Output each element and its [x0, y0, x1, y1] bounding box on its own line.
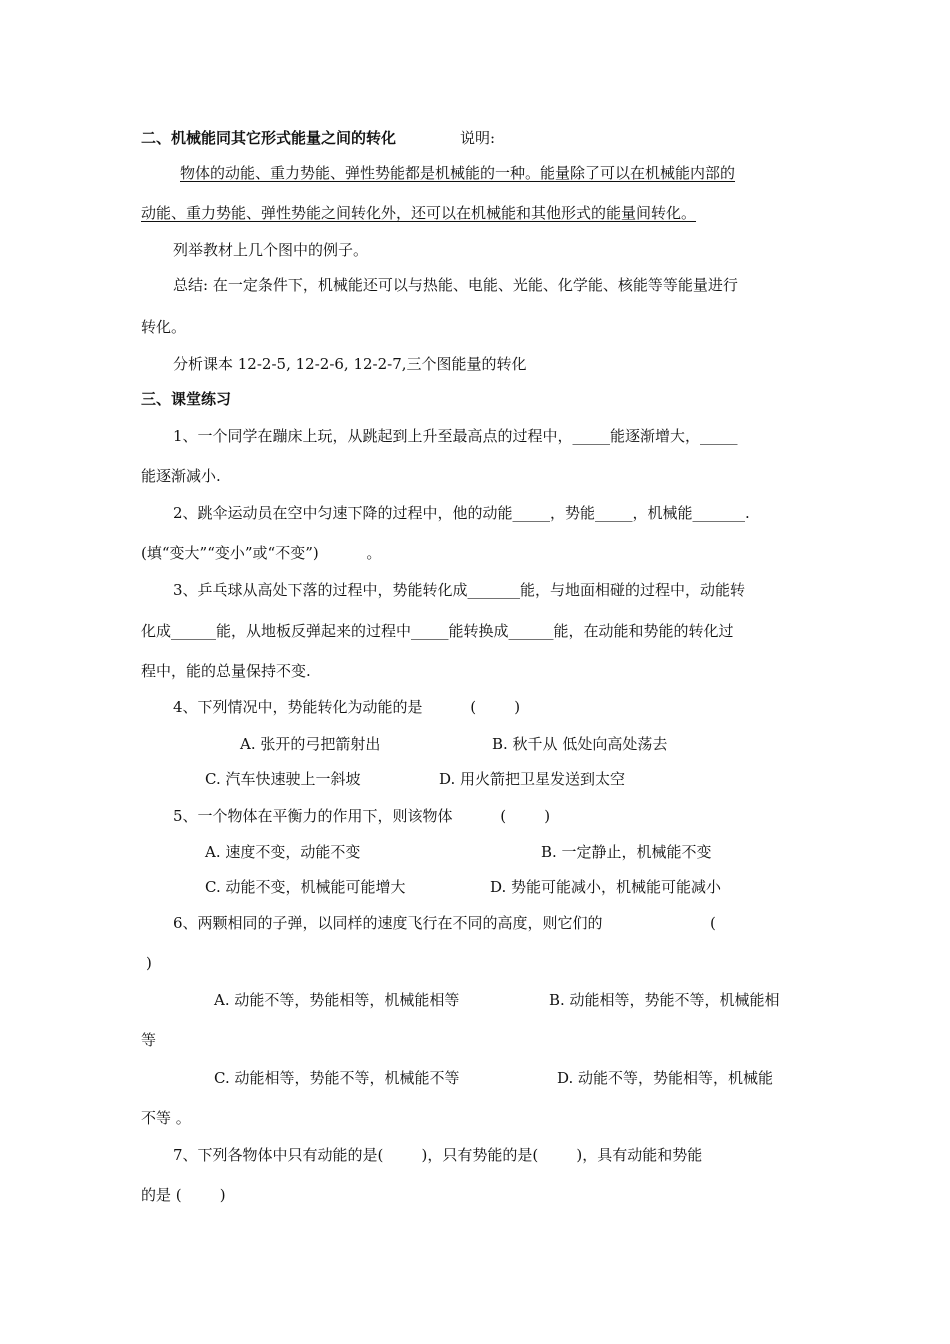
section-3-title: 三、课堂练习 — [141, 390, 232, 408]
question-3: 3、乒乓球从高处下落的过程中，势能转化成_______能，与地面相碰的过程中，动能转 — [173, 581, 746, 599]
paragraph-line: 总结: 在一定条件下，机械能还可以与热能、电能、光能、化学能、核能等等能量进行 — [173, 276, 738, 294]
question-1-cont: 能逐渐减小. — [141, 467, 221, 485]
option-b: B. 秋千从 低处向高处荡去 — [492, 735, 668, 753]
question-2-cont: (填“变大”“变小”或“不变”) 。 — [141, 544, 382, 562]
paragraph-line: 分析课本 12-2-5, 12-2-6, 12-2-7,三个图能量的转化 — [173, 355, 527, 373]
question-3-cont: 化成______能，从地板反弹起来的过程中_____能转换成______能，在动能和势能的转化过 — [141, 622, 734, 640]
question-7: 7、下列各物体中只有动能的是( )，只有势能的是( )，具有动能和势能 — [173, 1146, 703, 1164]
question-2: 2、跳伞运动员在空中匀速下降的过程中，他的动能_____，势能_____，机械能_______. — [173, 504, 750, 522]
section-2-title: 二、机械能同其它形式能量之间的转化 — [141, 129, 397, 147]
option-d: D. 势能可能减小，机械能可能减小 — [490, 878, 722, 896]
option-d: D. 动能不等，势能相等，机械能 — [557, 1069, 774, 1087]
question-5: 5、一个物体在平衡力的作用下，则该物体 ( ) — [173, 807, 551, 825]
question-7-cont: 的是 ( ) — [141, 1186, 226, 1204]
option-b-cont: 等 — [141, 1031, 157, 1049]
option-a: A. 张开的弓把箭射出 — [240, 735, 381, 753]
paragraph-line: 转化。 — [141, 318, 187, 336]
option-d-cont: 不等 。 — [141, 1109, 191, 1127]
question-6: 6、两颗相同的子弹，以同样的速度飞行在不同的高度，则它们的 — [173, 914, 603, 932]
paragraph-line: 列举教材上几个图中的例子。 — [173, 241, 369, 259]
section-2-note: 说明: — [460, 129, 496, 147]
option-c: C. 动能不变，机械能可能增大 — [205, 878, 406, 896]
option-b: B. 一定静止，机械能不变 — [541, 843, 712, 861]
answer-paren-open: ( — [710, 914, 716, 932]
option-c: C. 汽车快速驶上一斜坡 — [205, 770, 361, 788]
option-b: B. 动能相等，势能不等，机械能相 — [549, 991, 780, 1009]
paragraph-line: 物体的动能、重力势能、弹性势能都是机械能的一种。能量除了可以在机械能内部的 — [180, 164, 736, 182]
option-d: D. 用火箭把卫星发送到太空 — [439, 770, 626, 788]
question-1: 1、一个同学在蹦床上玩，从跳起到上升至最高点的过程中，_____能逐渐增大，_____ — [173, 427, 738, 445]
answer-paren-close: ) — [146, 954, 152, 972]
option-a: A. 动能不等，势能相等，机械能相等 — [214, 991, 460, 1009]
option-c: C. 动能相等，势能不等，机械能不等 — [214, 1069, 460, 1087]
question-3-cont: 程中，能的总量保持不变. — [141, 662, 311, 680]
option-a: A. 速度不变，动能不变 — [205, 843, 361, 861]
paragraph-line: 动能、重力势能、弹性势能之间转化外，还可以在机械能和其他形式的能量间转化。 — [141, 204, 697, 222]
question-4: 4、下列情况中，势能转化为动能的是 ( ) — [173, 698, 521, 716]
